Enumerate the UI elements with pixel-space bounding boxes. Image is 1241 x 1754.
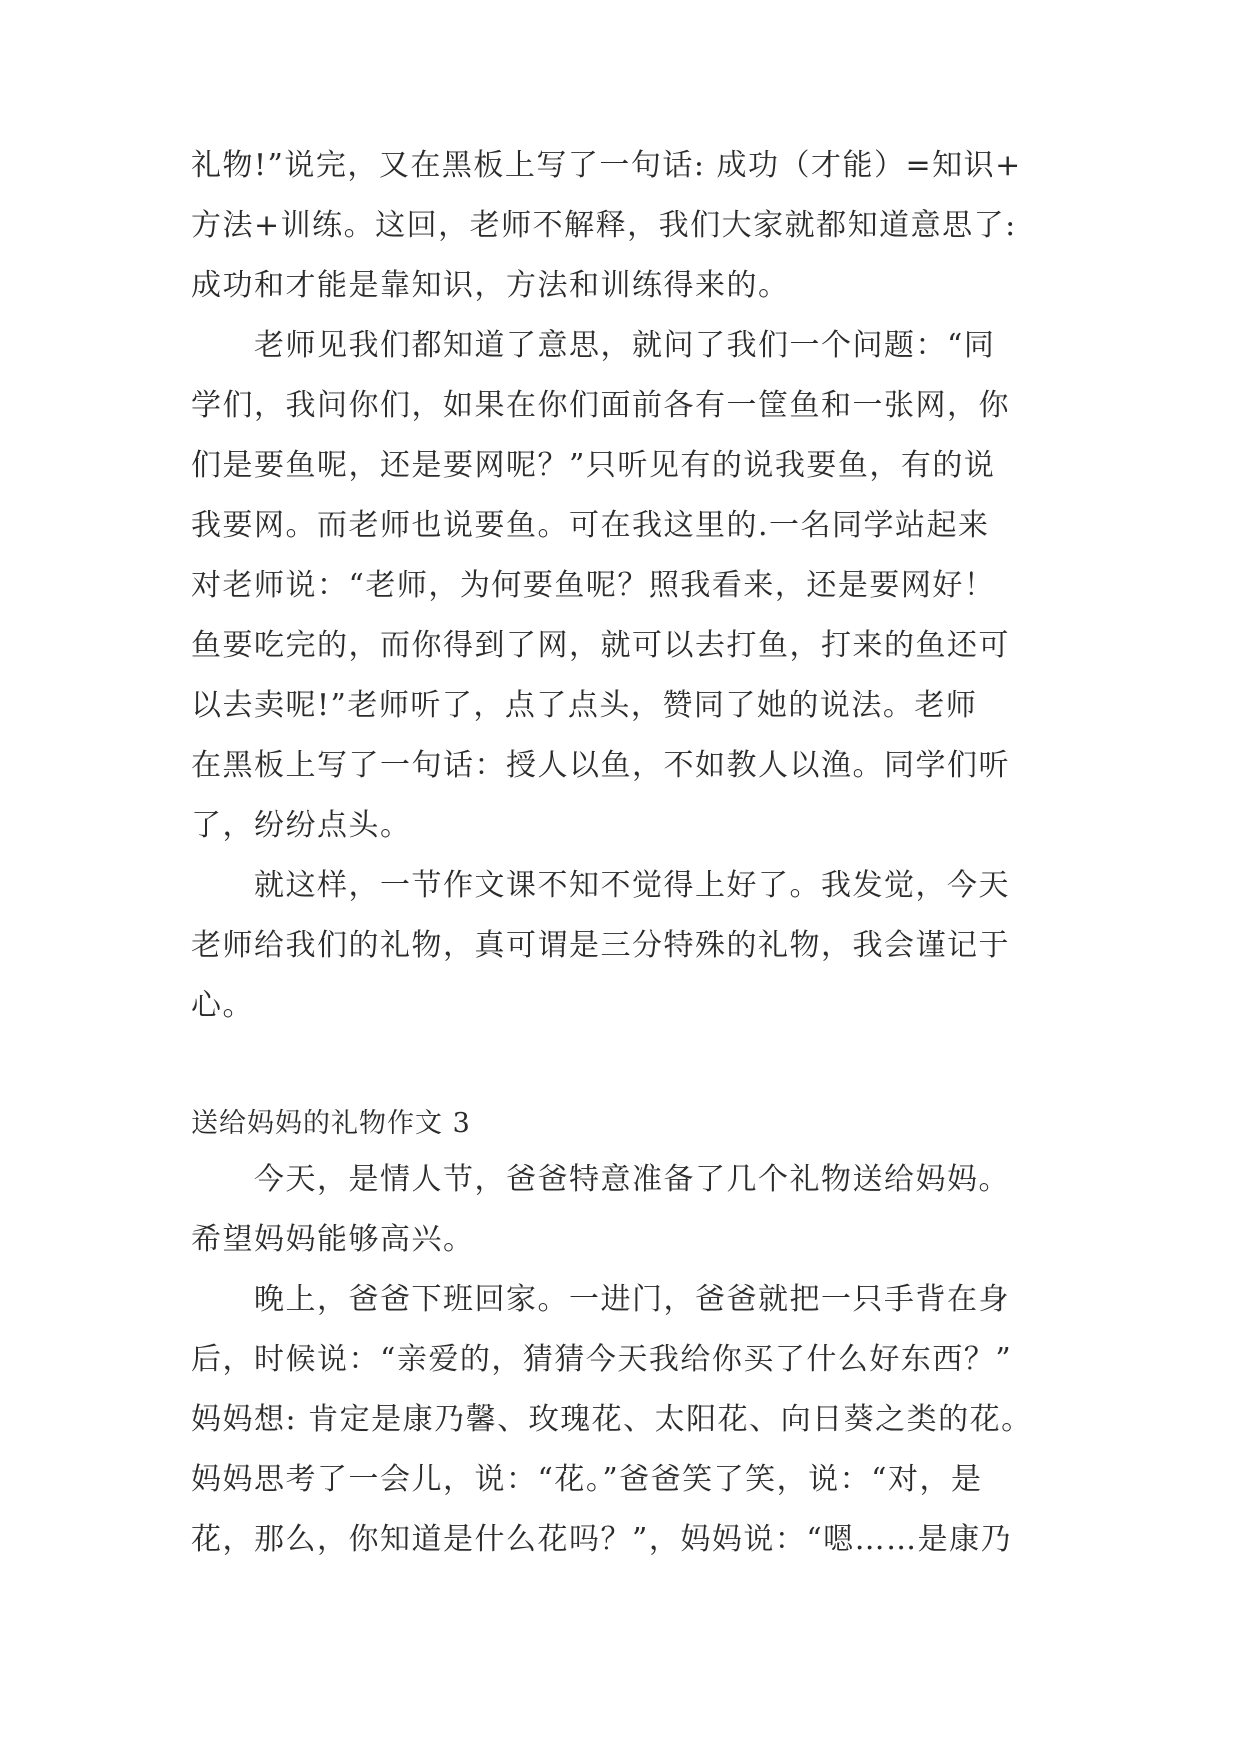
paragraph-line: 我要网。而老师也说要鱼。可在我这里的.一名同学站起来 bbox=[191, 508, 990, 543]
paragraph-line: 在黑板上写了一句话：授人以鱼，不如教人以渔。同学们听 bbox=[191, 748, 1010, 783]
paragraph-line: 花，那么，你知道是什么花吗？”，妈妈说：“嗯……是康乃 bbox=[191, 1522, 1013, 1557]
paragraph-line: 们是要鱼呢，还是要网呢？”只听见有的说我要鱼，有的说 bbox=[191, 448, 996, 483]
paragraph-line: 以去卖呢!”老师听了，点了点头，赞同了她的说法。老师 bbox=[191, 688, 978, 723]
paragraph-line: 对老师说：“老师，为何要鱼呢？照我看来，还是要网好！ bbox=[191, 568, 996, 603]
paragraph-line: 方法+训练。这回，老师不解释，我们大家就都知道意思了: bbox=[191, 208, 1017, 243]
paragraph-line: 老师给我们的礼物，真可谓是三分特殊的礼物，我会谨记于 bbox=[191, 928, 1010, 963]
paragraph-line: 晚上，爸爸下班回家。一进门，爸爸就把一只手背在身 bbox=[254, 1282, 1010, 1317]
paragraph-line: 成功和才能是靠知识，方法和训练得来的。 bbox=[191, 268, 790, 303]
paragraph-line: 就这样，一节作文课不知不觉得上好了。我发觉，今天 bbox=[254, 868, 1010, 903]
paragraph-line: 老师见我们都知道了意思，就问了我们一个问题：“同 bbox=[254, 328, 996, 363]
paragraph-line: 妈妈想: 肯定是康乃馨、玫瑰花、太阳花、向日葵之类的花。 bbox=[191, 1402, 1033, 1437]
paragraph-line: 今天，是情人节，爸爸特意准备了几个礼物送给妈妈。 bbox=[254, 1162, 1010, 1197]
paragraph-line: 心。 bbox=[191, 988, 254, 1023]
paragraph-line: 学们，我问你们，如果在你们面前各有一筐鱼和一张网，你 bbox=[191, 388, 1010, 423]
paragraph-line: 希望妈妈能够高兴。 bbox=[191, 1222, 475, 1257]
paragraph-line: 了，纷纷点头。 bbox=[191, 808, 412, 843]
section-heading: 送给妈妈的礼物作文 3 bbox=[191, 1108, 471, 1139]
paragraph-line: 后，时候说：“亲爱的，猜猜今天我给你买了什么好东西？” bbox=[191, 1342, 1013, 1377]
paragraph-line: 妈妈思考了一会儿，说：“花。”爸爸笑了笑，说：“对，是 bbox=[191, 1462, 983, 1497]
paragraph-line: 礼物!”说完，又在黑板上写了一句话: 成功（才能）=知识+ bbox=[191, 148, 1022, 183]
paragraph-line: 鱼要吃完的，而你得到了网，就可以去打鱼，打来的鱼还可 bbox=[191, 628, 1010, 663]
